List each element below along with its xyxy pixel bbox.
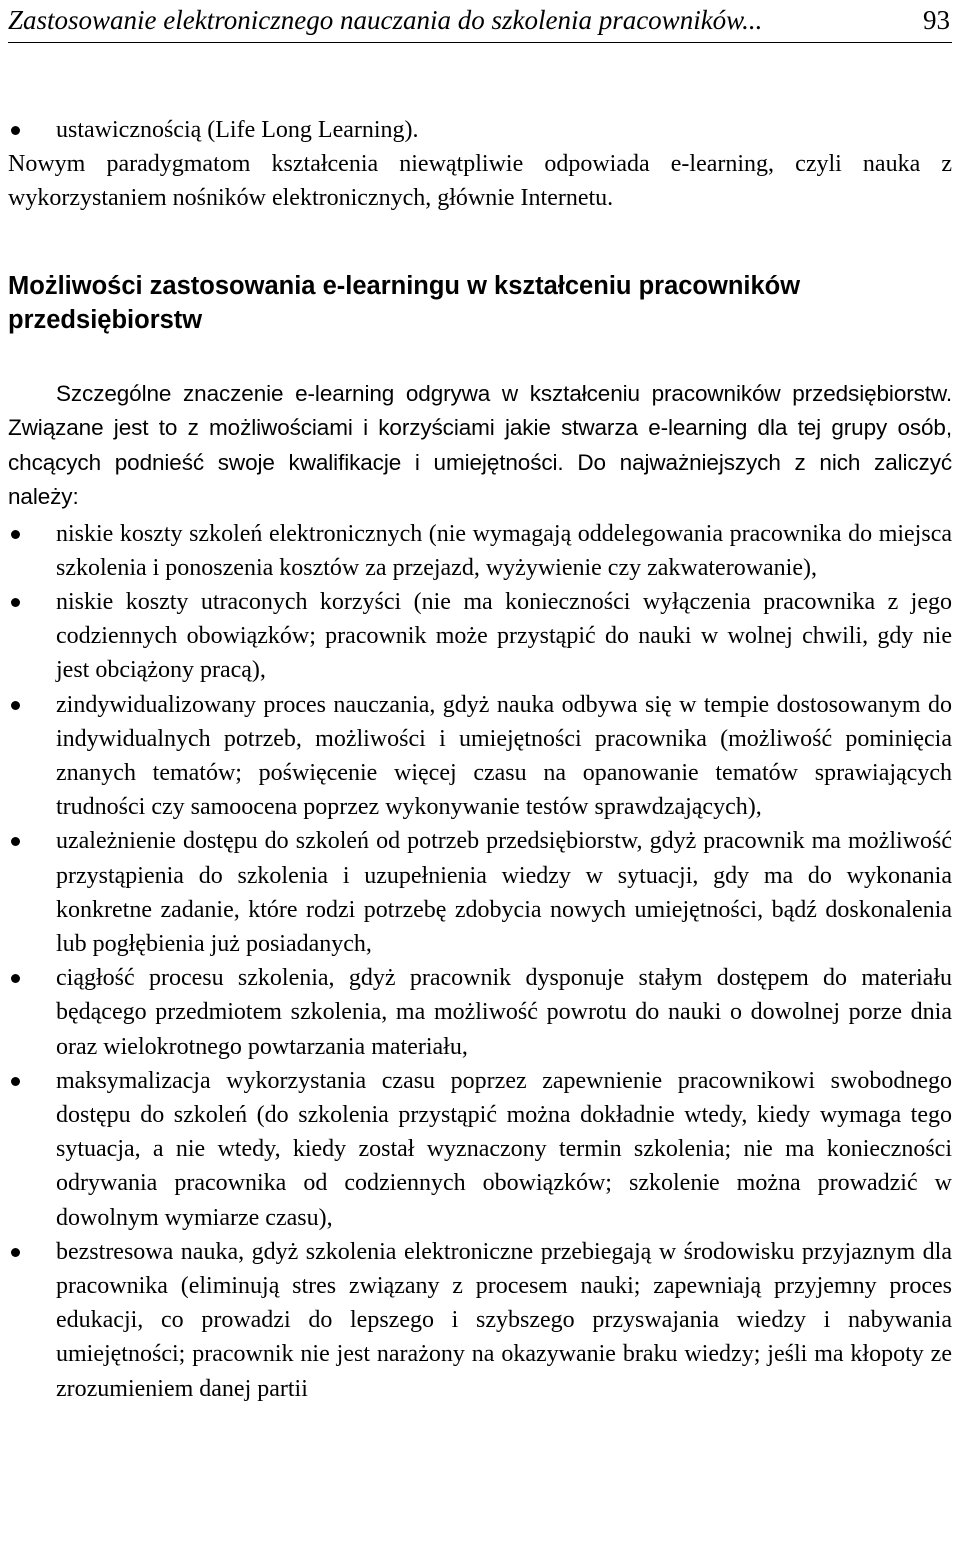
intro-bullet-text: ustawicznością (Life Long Learning). (56, 117, 419, 143)
list-item (8, 688, 952, 825)
list-item-text: zindywidualizowany proces nauczania, gdyż nauka odbywa się w tempie dostosowanym do indywidualnych potrzeb, możliwości i umiejętności pracownika (możliwość pominięcia znanych tematów; poświęcenie więcej czasu na opanowanie tematów sprawiających trudności czy samoocena poprzez wykonywanie testów sprawdzających), (56, 691, 952, 821)
section-paragraph-text: Szczególne znaczenie e-learning odgrywa w kształceniu pracowników przedsiębiorstw. Związane jest to z możliwościami i korzyściami jakie stwarza e-learning dla tej grupy osób, chcących podnieść swoje kwalifikacje i umiejętności. (8, 380, 952, 475)
list-item-text: uzależnienie dostępu do szkoleń od potrzeb przedsiębiorstw, gdyż pracownik ma możliwość przystąpienia do szkolenia i uzupełnienia wiedzy w sytuacji, gdy ma do wykonania konkretne zadanie, które rodzi potrzebę zdobycia nowych umiejętności, bądź doskonalenia lub pogłębienia już posiadanych, (56, 828, 952, 958)
benefits-list (8, 517, 952, 1406)
list-item (8, 961, 952, 1064)
list-item (8, 824, 952, 961)
list-item-text: niskie koszty szkoleń elektronicznych (nie wymagają oddelegowania pracownika do miejsca szkolenia i ponoszenia kosztów za przejazd, wyżywienie czy zakwaterowanie), (56, 520, 952, 581)
page-number: 93 (923, 5, 950, 35)
list-item (8, 1064, 952, 1235)
bullet-icon (11, 126, 20, 135)
list-item-text: bezstresowa nauka, gdyż szkolenia elektroniczne przebiegają w środowisku przyjaznym dla pracownika (eliminują stres związany z procesem nauki; zapewniają przyjemny proces edukacji, co prowadzi do lepszego i szybszego przyswajania wiedzy i nabywania umiejętności; pracownik nie jest narażony na okazywanie braku wiedzy; jeśli ma kłopoty ze zrozumieniem danej partii (56, 1238, 952, 1402)
bullet-icon (11, 1077, 20, 1086)
section-heading: Możliwości zastosowania e-learningu w kształceniu pracowników przedsiębiorstw (8, 271, 801, 334)
bullet-icon (11, 530, 20, 539)
list-intro-text: Do najważniejszych z nich zaliczyć należy: (8, 449, 953, 510)
list-item-text: ciągłość procesu szkolenia, gdyż pracownik dysponuje stałym dostępem do materiału będącego przedmiotem szkolenia, ma możliwość powrotu do nauki o dowolnej porze dnia oraz wielokrotnego powtarzania materiału, (56, 965, 952, 1060)
page-content (8, 113, 952, 1406)
intro-bullet-item (8, 113, 952, 147)
list-item-text: maksymalizacja wykorzystania czasu poprzez zapewnienie pracownikowi swobodnego dostępu do szkoleń (do szkolenia przystąpić można dokładnie wtedy, kiedy wymaga tego sytuacja, a nie wtedy, kiedy został wyznaczony termin szkolenia; nie ma konieczności odrywania pracownika od codziennych obowiązków; szkolenie można prowadzić w dowolnym wymiarze czasu), (56, 1067, 952, 1231)
list-item-text: niskie koszty utraconych korzyści (nie ma konieczności wyłączenia pracownika z jego codziennych obowiązków; pracownik może przystąpić do nauki w wolnej chwili, gdy nie jest obciążony pracą), (56, 589, 952, 684)
bullet-icon (11, 598, 20, 607)
section-paragraph (8, 377, 952, 515)
list-item (8, 585, 952, 688)
running-header (8, 2, 952, 43)
list-item (8, 517, 952, 585)
bullet-icon (11, 837, 20, 846)
bullet-icon (11, 1248, 20, 1257)
intro-paragraph: Nowym paradygmatom kształcenia niewątpliwie odpowiada e-learning, czyli nauka z wykorzystaniem nośników elektronicznych, głównie Internetu. (8, 151, 952, 212)
bullet-icon (11, 701, 20, 710)
list-item (8, 1235, 952, 1406)
running-header-title: Zastosowanie elektronicznego nauczania do szkolenia pracowników... (8, 5, 763, 35)
bullet-icon (11, 974, 20, 983)
